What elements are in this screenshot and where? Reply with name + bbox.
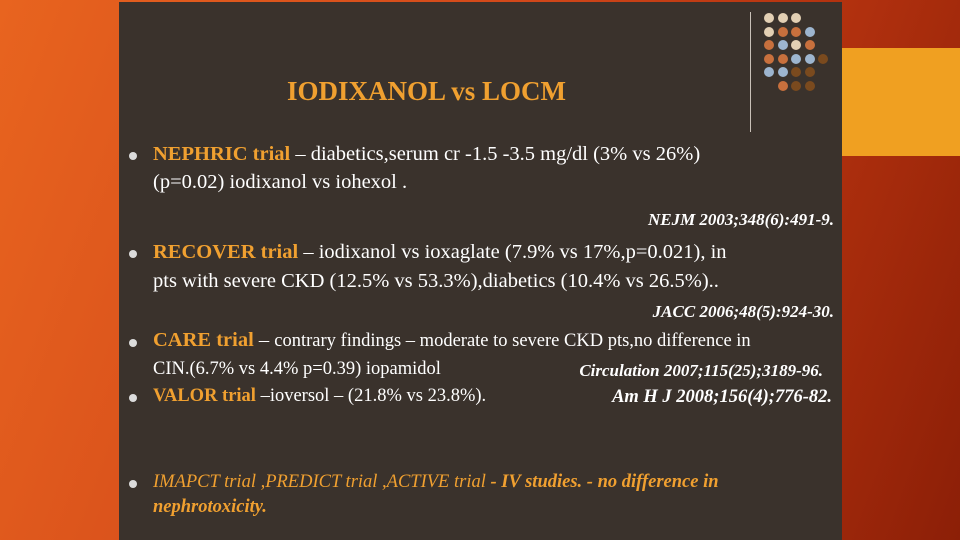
decor-dot	[778, 54, 788, 64]
valor-text-1: –ioversol – (21.8% vs 23.8%).	[255, 386, 487, 406]
decor-dot	[791, 13, 801, 23]
decor-dot	[764, 40, 774, 50]
nephric-line-1	[153, 143, 700, 166]
decor-dot	[791, 27, 801, 37]
nephric-text-1: – diabetics,serum cr -1.5 -3.5 mg/dl (3% vs 26%)	[290, 143, 701, 165]
iv-studies-line-2: nephrotoxicity.	[153, 497, 267, 517]
decor-dot	[764, 67, 774, 77]
iv-trials-note: - IV studies. - no difference in	[485, 472, 719, 492]
bullet-dot	[129, 250, 137, 258]
care-reference: Circulation 2007;115(25);3189-96.	[579, 361, 823, 380]
recover-line-1	[153, 241, 727, 264]
decor-dot	[764, 27, 774, 37]
decor-dot	[791, 67, 801, 77]
decor-dot	[791, 81, 801, 91]
accent-tab	[842, 48, 960, 156]
decor-dot	[778, 67, 788, 77]
decor-dot	[805, 40, 815, 50]
slide-title: IODIXANOL vs LOCM	[287, 76, 567, 106]
care-line-2: CIN.(6.7% vs 4.4% p=0.39) iopamidol	[153, 359, 441, 379]
nephric-line-2: (p=0.02) iodixanol vs iohexol .	[153, 171, 408, 193]
valor-trial-name: VALOR trial	[153, 386, 256, 406]
title-divider-line	[750, 12, 751, 132]
care-line-1	[153, 329, 751, 352]
recover-reference: JACC 2006;48(5):924-30.	[652, 302, 834, 321]
valor-reference: Am H J 2008;156(4);776-82.	[612, 387, 832, 407]
decor-dot	[805, 54, 815, 64]
decor-dot	[764, 13, 774, 23]
bullet-dot	[129, 152, 137, 160]
care-text-1: contrary findings – moderate to severe CKD pts,no difference in	[274, 331, 751, 351]
recover-text-1: – iodixanol vs ioxaglate (7.9% vs 17%,p=0.021), in	[298, 241, 727, 263]
care-trial-name: CARE trial	[153, 329, 254, 351]
valor-line-1	[153, 386, 486, 407]
bullet-dot	[129, 480, 137, 488]
decor-dot	[764, 54, 774, 64]
decor-dot	[778, 40, 788, 50]
nephric-trial-name: NEPHRIC trial	[153, 143, 291, 165]
nephric-reference: NEJM 2003;348(6):491-9.	[647, 210, 834, 229]
decor-dot	[791, 40, 801, 50]
decor-dot	[778, 81, 788, 91]
decor-dot	[805, 67, 815, 77]
recover-trial-name: RECOVER trial	[153, 241, 299, 263]
bullet-dot	[129, 394, 137, 402]
recover-line-2: pts with severe CKD (12.5% vs 53.3%),diabetics (10.4% vs 26.5%)..	[153, 270, 719, 292]
decor-dot	[791, 54, 801, 64]
decor-dot	[805, 27, 815, 37]
decor-dot	[818, 54, 828, 64]
decor-dot	[805, 81, 815, 91]
bullet-dot	[129, 339, 137, 347]
iv-trials-names: IMAPCT trial ,PREDICT trial ,ACTIVE trial	[153, 472, 486, 492]
care-dash: –	[253, 329, 275, 351]
iv-studies-line-1	[153, 472, 719, 493]
decor-dot	[778, 27, 788, 37]
decor-dot	[778, 13, 788, 23]
